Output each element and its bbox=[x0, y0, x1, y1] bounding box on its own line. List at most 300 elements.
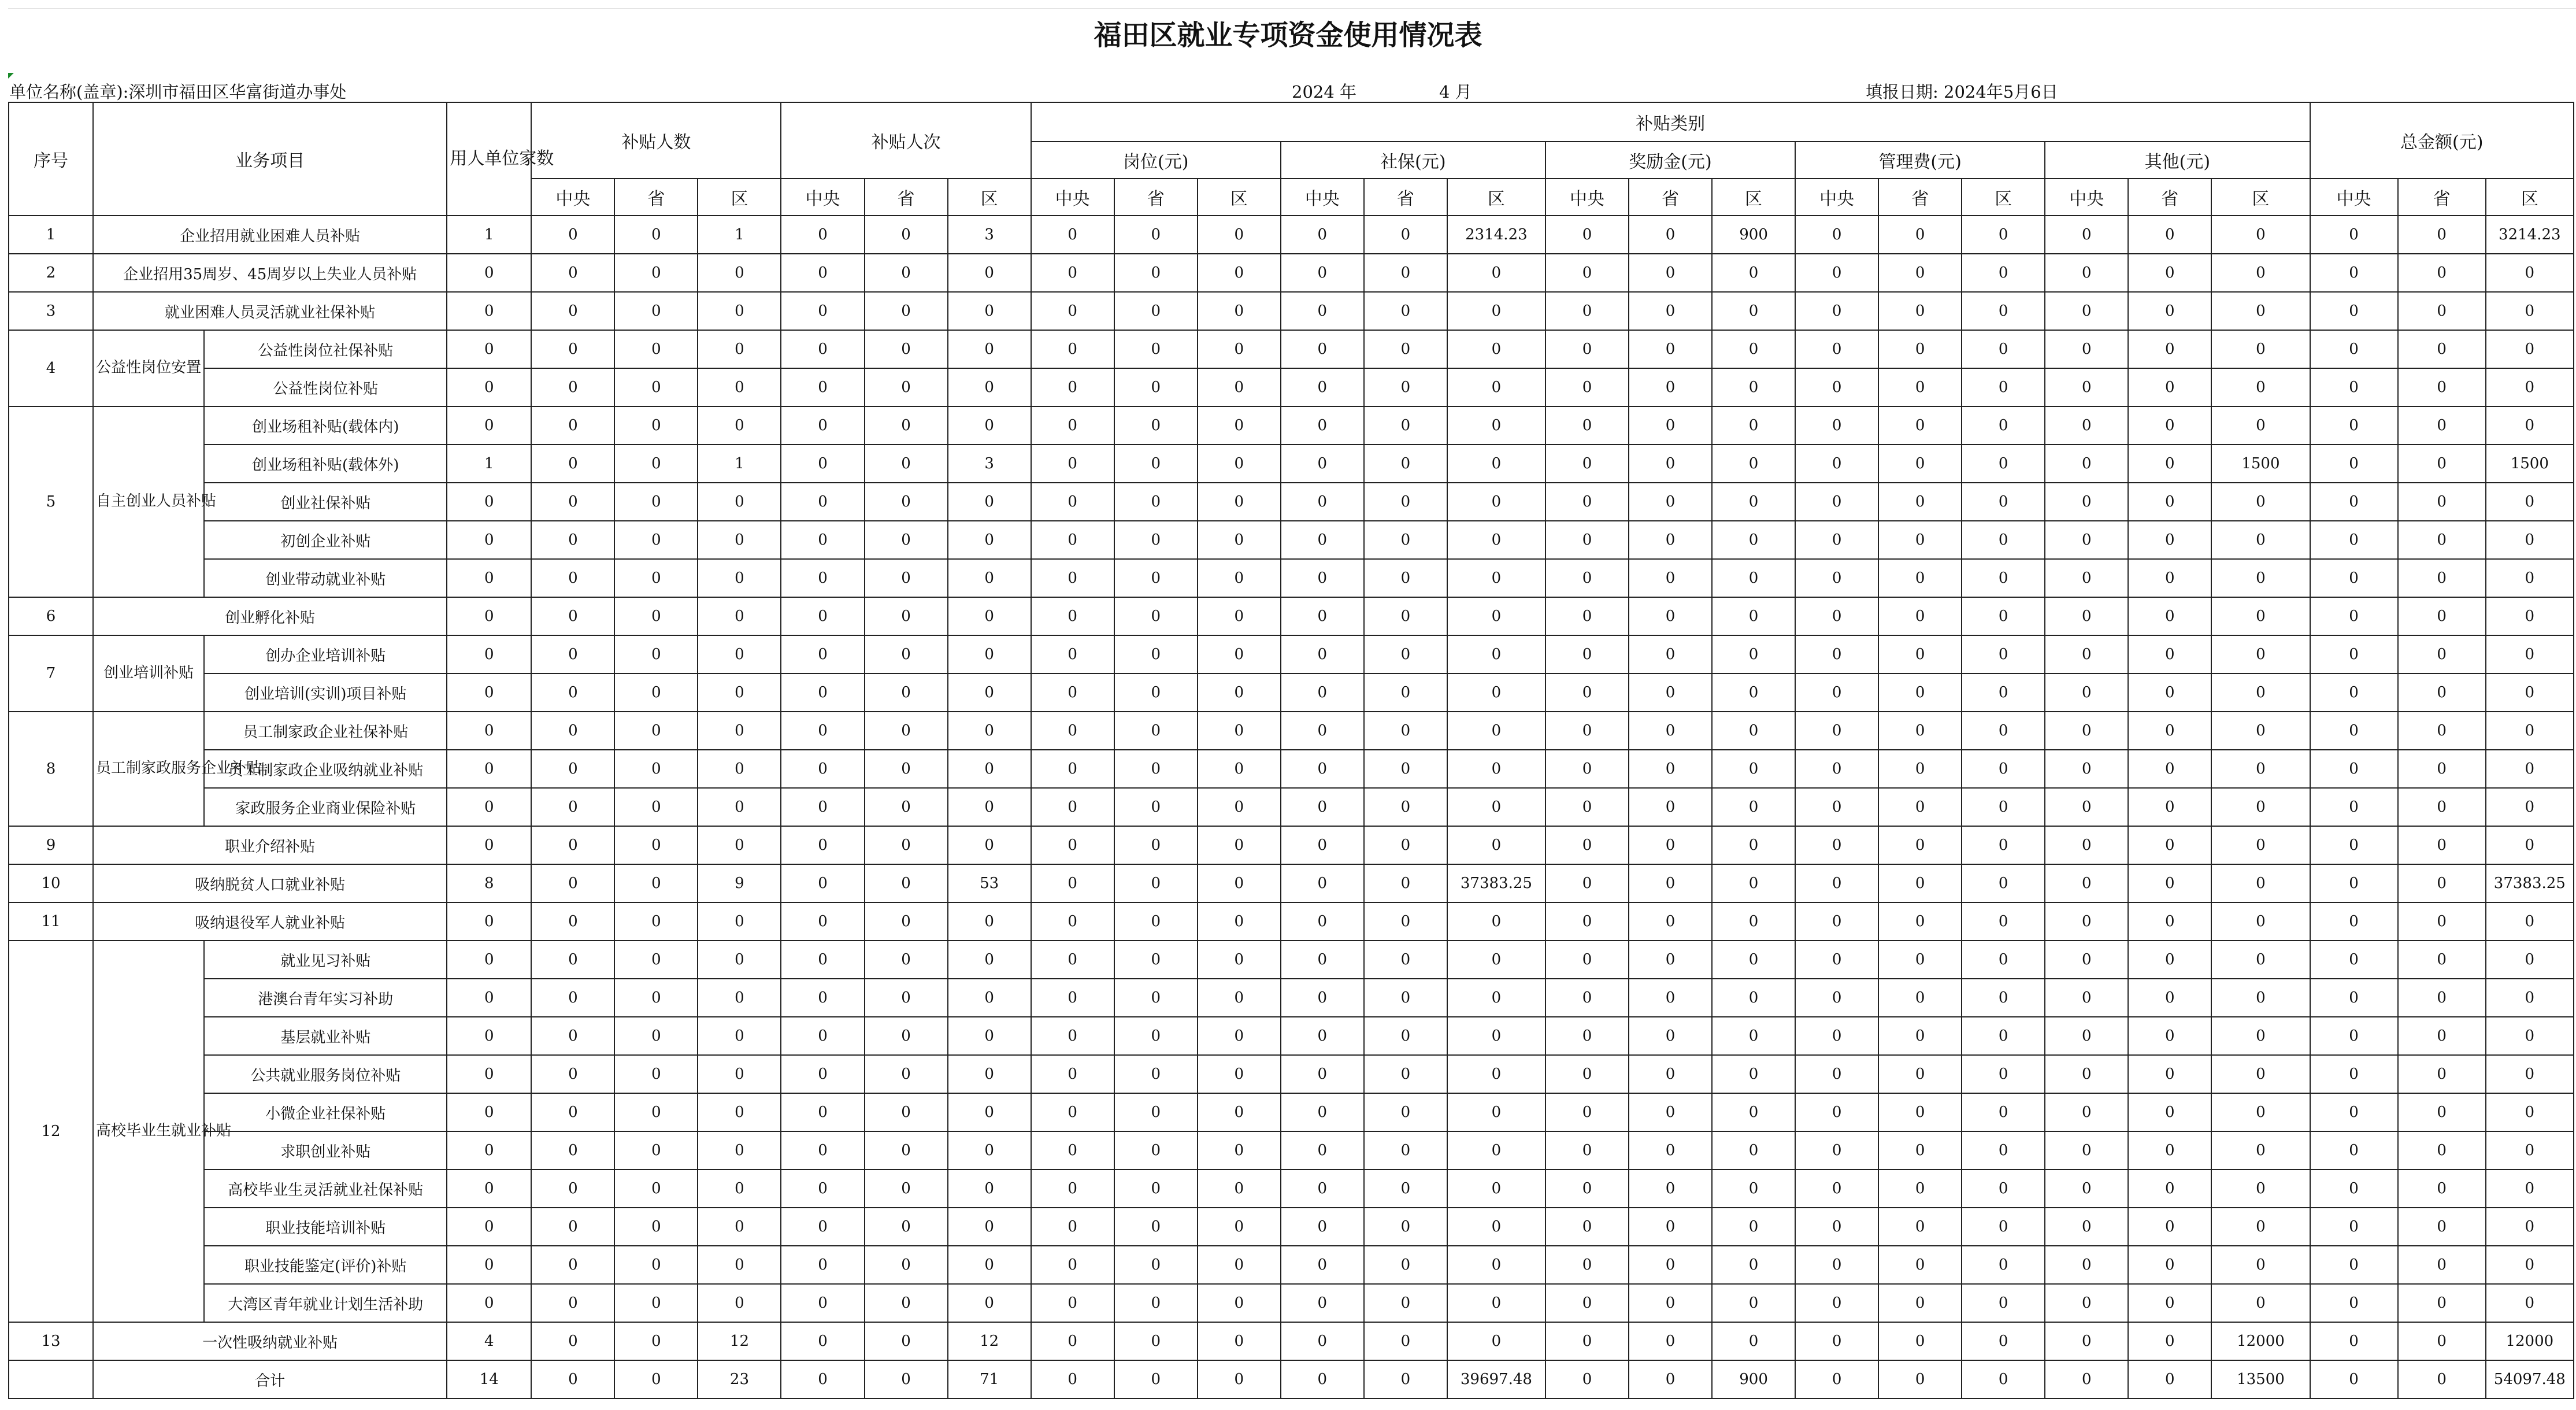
row-value-cell: 0 bbox=[1031, 826, 1114, 864]
table-row bbox=[9, 521, 2574, 559]
row-value-cell: 0 bbox=[2045, 979, 2128, 1017]
row-value-cell: 0 bbox=[698, 1093, 781, 1131]
row-value-cell: 0 bbox=[1031, 559, 1114, 597]
row-value-cell: 0 bbox=[1114, 673, 1198, 712]
row-value-cell: 0 bbox=[865, 941, 948, 979]
row-sub-item: 高校毕业生灵活就业社保补贴 bbox=[204, 1170, 447, 1208]
row-value-cell: 0 bbox=[948, 979, 1031, 1017]
row-seq: 6 bbox=[9, 597, 93, 635]
row-value-cell: 0 bbox=[2045, 1055, 2128, 1093]
row-value-cell: 0 bbox=[1545, 712, 1629, 750]
row-value-cell: 0 bbox=[2211, 559, 2310, 597]
table-row bbox=[9, 483, 2574, 521]
row-value-cell: 0 bbox=[1281, 635, 1364, 673]
row-value-cell: 0 bbox=[781, 941, 864, 979]
row-value-cell: 0 bbox=[1795, 635, 1878, 673]
row-value-cell: 0 bbox=[2211, 902, 2310, 941]
table-row bbox=[9, 635, 2574, 673]
table-row bbox=[9, 788, 2574, 826]
row-value-cell: 0 bbox=[2211, 1170, 2310, 1208]
row-value-cell: 0 bbox=[1795, 750, 1878, 788]
header-level-province: 省 bbox=[1364, 179, 1447, 216]
row-value-cell: 0 bbox=[2211, 597, 2310, 635]
row-value-cell: 0 bbox=[948, 826, 1031, 864]
row-value-cell: 0 bbox=[2310, 559, 2398, 597]
row-value-cell: 0 bbox=[1364, 750, 1447, 788]
row-value-cell: 0 bbox=[447, 254, 531, 292]
row-value-cell: 0 bbox=[1447, 902, 1545, 941]
row-value-cell: 0 bbox=[1629, 521, 1712, 559]
header-level-central: 中央 bbox=[1795, 179, 1878, 216]
row-value-cell: 0 bbox=[1795, 1322, 1878, 1360]
row-value-cell: 0 bbox=[1878, 1322, 1962, 1360]
row-value-cell: 0 bbox=[865, 1322, 948, 1360]
row-value-cell: 0 bbox=[1795, 406, 1878, 445]
row-sub-item: 求职创业补贴 bbox=[204, 1131, 447, 1170]
row-value-cell: 0 bbox=[2398, 1093, 2486, 1131]
row-value-cell: 0 bbox=[614, 216, 698, 254]
row-value-cell: 0 bbox=[2398, 1246, 2486, 1284]
row-value-cell: 2314.23 bbox=[1447, 216, 1545, 254]
row-value-cell: 0 bbox=[2045, 1322, 2128, 1360]
header-level-central: 中央 bbox=[1281, 179, 1364, 216]
row-value-cell: 0 bbox=[781, 368, 864, 406]
row-value-cell: 0 bbox=[1114, 712, 1198, 750]
row-value-cell: 0 bbox=[614, 788, 698, 826]
table-row bbox=[9, 1322, 2574, 1360]
row-sub-item: 家政服务企业商业保险补贴 bbox=[204, 788, 447, 826]
row-value-cell: 0 bbox=[1281, 1360, 1364, 1398]
row-value-cell: 0 bbox=[2486, 1170, 2574, 1208]
row-value-cell: 0 bbox=[781, 1017, 864, 1055]
row-value-cell: 0 bbox=[698, 1208, 781, 1246]
row-value-cell: 0 bbox=[2486, 406, 2574, 445]
row-value-cell: 0 bbox=[1447, 750, 1545, 788]
row-value-cell: 0 bbox=[447, 1246, 531, 1284]
row-value-cell: 0 bbox=[1545, 750, 1629, 788]
row-value-cell: 0 bbox=[1962, 1017, 2045, 1055]
row-value-cell: 0 bbox=[781, 292, 864, 330]
row-value-cell: 0 bbox=[447, 941, 531, 979]
row-value-cell: 0 bbox=[1031, 406, 1114, 445]
row-sub-item: 公益性岗位社保补贴 bbox=[204, 330, 447, 368]
row-value-cell: 0 bbox=[1364, 1208, 1447, 1246]
row-value-cell: 0 bbox=[2398, 1055, 2486, 1093]
row-value-cell: 0 bbox=[1281, 1208, 1364, 1246]
row-value-cell: 0 bbox=[1712, 826, 1795, 864]
row-value-cell: 0 bbox=[1962, 559, 2045, 597]
table-row bbox=[9, 1055, 2574, 1093]
row-value-cell: 0 bbox=[698, 902, 781, 941]
row-value-cell: 0 bbox=[1281, 216, 1364, 254]
row-value-cell: 0 bbox=[1031, 979, 1114, 1017]
row-value-cell: 0 bbox=[1795, 1017, 1878, 1055]
row-value-cell: 0 bbox=[698, 254, 781, 292]
row-sub-item: 职业技能培训补贴 bbox=[204, 1208, 447, 1246]
row-value-cell: 0 bbox=[614, 445, 698, 483]
report-year: 2024 年 bbox=[1292, 82, 1357, 102]
row-value-cell: 0 bbox=[1712, 1322, 1795, 1360]
table-row bbox=[9, 559, 2574, 597]
row-value-cell: 0 bbox=[2486, 902, 2574, 941]
row-value-cell: 0 bbox=[1712, 292, 1795, 330]
row-value-cell: 0 bbox=[1545, 979, 1629, 1017]
row-value-cell: 0 bbox=[1198, 1360, 1281, 1398]
row-value-cell: 0 bbox=[1545, 330, 1629, 368]
row-group-label: 创业培训补贴 bbox=[93, 635, 204, 712]
row-value-cell: 0 bbox=[2310, 254, 2398, 292]
row-value-cell: 0 bbox=[948, 406, 1031, 445]
header-level-district: 区 bbox=[1962, 179, 2045, 216]
row-value-cell: 0 bbox=[1364, 1017, 1447, 1055]
row-value-cell: 0 bbox=[1198, 1170, 1281, 1208]
row-value-cell: 0 bbox=[1878, 864, 1962, 902]
row-value-cell: 0 bbox=[2486, 750, 2574, 788]
row-value-cell: 0 bbox=[614, 712, 698, 750]
row-value-cell: 0 bbox=[1114, 1093, 1198, 1131]
row-value-cell: 0 bbox=[1878, 521, 1962, 559]
row-value-cell: 0 bbox=[865, 559, 948, 597]
row-seq: 13 bbox=[9, 1322, 93, 1360]
row-value-cell: 0 bbox=[865, 1017, 948, 1055]
row-value-cell: 0 bbox=[614, 330, 698, 368]
row-value-cell: 0 bbox=[698, 292, 781, 330]
row-value-cell: 0 bbox=[2398, 902, 2486, 941]
row-value-cell: 0 bbox=[2310, 750, 2398, 788]
row-value-cell: 0 bbox=[1364, 712, 1447, 750]
row-group-label: 员工制家政服务企业补贴 bbox=[93, 712, 204, 826]
row-value-cell: 0 bbox=[1962, 1360, 2045, 1398]
row-value-cell: 0 bbox=[531, 1284, 614, 1322]
subsidy-table bbox=[8, 102, 2574, 1399]
row-value-cell: 0 bbox=[1878, 254, 1962, 292]
row-value-cell: 0 bbox=[1281, 941, 1364, 979]
row-value-cell: 0 bbox=[2486, 979, 2574, 1017]
row-value-cell: 0 bbox=[1114, 559, 1198, 597]
row-value-cell: 0 bbox=[1364, 216, 1447, 254]
row-value-cell: 0 bbox=[1712, 1055, 1795, 1093]
row-sub-item: 基层就业补贴 bbox=[204, 1017, 447, 1055]
row-value-cell: 0 bbox=[1878, 330, 1962, 368]
row-value-cell: 0 bbox=[781, 597, 864, 635]
row-group-label: 高校毕业生就业补贴 bbox=[93, 941, 204, 1322]
table-row bbox=[9, 368, 2574, 406]
header-level-province: 省 bbox=[1878, 179, 1962, 216]
row-value-cell: 0 bbox=[614, 635, 698, 673]
row-value-cell: 0 bbox=[698, 788, 781, 826]
unit-name: 单位名称(盖章):深圳市福田区华富街道办事处 bbox=[9, 82, 347, 102]
row-seq: 4 bbox=[9, 330, 93, 406]
row-value-cell: 0 bbox=[1114, 941, 1198, 979]
row-value-cell: 0 bbox=[2128, 483, 2211, 521]
row-value-cell: 0 bbox=[1878, 635, 1962, 673]
row-value-cell: 0 bbox=[781, 979, 864, 1017]
row-seq: 12 bbox=[9, 941, 93, 1322]
row-value-cell: 0 bbox=[2310, 1284, 2398, 1322]
row-value-cell: 0 bbox=[1545, 635, 1629, 673]
row-value-cell: 0 bbox=[2045, 330, 2128, 368]
row-value-cell: 0 bbox=[2310, 521, 2398, 559]
row-value-cell: 0 bbox=[447, 1284, 531, 1322]
row-value-cell: 0 bbox=[1545, 368, 1629, 406]
table-row bbox=[9, 1170, 2574, 1208]
row-value-cell: 0 bbox=[447, 979, 531, 1017]
row-value-cell: 0 bbox=[1364, 979, 1447, 1017]
table-row bbox=[9, 254, 2574, 292]
header-level-central: 中央 bbox=[2045, 179, 2128, 216]
row-value-cell: 0 bbox=[948, 1017, 1031, 1055]
row-value-cell: 0 bbox=[1545, 216, 1629, 254]
header-level-district: 区 bbox=[948, 179, 1031, 216]
row-value-cell: 0 bbox=[1878, 1360, 1962, 1398]
row-value-cell: 0 bbox=[531, 445, 614, 483]
row-value-cell: 0 bbox=[447, 368, 531, 406]
row-value-cell: 0 bbox=[1281, 254, 1364, 292]
row-value-cell: 0 bbox=[1962, 292, 2045, 330]
row-seq: 8 bbox=[9, 712, 93, 826]
table-row bbox=[9, 673, 2574, 712]
row-value-cell: 0 bbox=[1629, 1284, 1712, 1322]
row-value-cell: 0 bbox=[1198, 826, 1281, 864]
row-value-cell: 0 bbox=[948, 1170, 1031, 1208]
row-value-cell: 0 bbox=[1447, 1170, 1545, 1208]
row-value-cell: 0 bbox=[1114, 1208, 1198, 1246]
row-value-cell: 0 bbox=[1198, 445, 1281, 483]
row-value-cell: 0 bbox=[1545, 1170, 1629, 1208]
row-value-cell: 0 bbox=[1712, 521, 1795, 559]
row-value-cell: 0 bbox=[2211, 216, 2310, 254]
row-value-cell: 0 bbox=[1629, 216, 1712, 254]
row-value-cell: 3 bbox=[948, 445, 1031, 483]
row-value-cell: 0 bbox=[1795, 1131, 1878, 1170]
row-value-cell: 0 bbox=[698, 521, 781, 559]
row-value-cell: 0 bbox=[1712, 1017, 1795, 1055]
row-value-cell: 0 bbox=[1795, 368, 1878, 406]
row-value-cell: 0 bbox=[1712, 1246, 1795, 1284]
row-seq: 3 bbox=[9, 292, 93, 330]
table-row bbox=[9, 941, 2574, 979]
row-value-cell: 0 bbox=[614, 1017, 698, 1055]
table-row bbox=[9, 712, 2574, 750]
row-seq: 10 bbox=[9, 864, 93, 902]
row-value-cell: 0 bbox=[865, 673, 948, 712]
row-value-cell: 0 bbox=[1962, 521, 2045, 559]
row-value-cell: 14 bbox=[447, 1360, 531, 1398]
row-value-cell: 0 bbox=[2398, 559, 2486, 597]
row-value-cell: 0 bbox=[698, 635, 781, 673]
row-value-cell: 0 bbox=[698, 368, 781, 406]
row-value-cell: 0 bbox=[1031, 292, 1114, 330]
row-value-cell: 0 bbox=[2310, 1093, 2398, 1131]
row-value-cell: 0 bbox=[1545, 788, 1629, 826]
row-value-cell: 0 bbox=[1364, 368, 1447, 406]
row-value-cell: 0 bbox=[2398, 368, 2486, 406]
row-value-cell: 0 bbox=[1712, 1284, 1795, 1322]
row-value-cell: 0 bbox=[531, 330, 614, 368]
row-value-cell: 0 bbox=[2398, 445, 2486, 483]
row-value-cell: 0 bbox=[2486, 941, 2574, 979]
row-value-cell: 0 bbox=[2128, 1055, 2211, 1093]
row-value-cell: 0 bbox=[2486, 1093, 2574, 1131]
row-value-cell: 0 bbox=[2128, 902, 2211, 941]
row-value-cell: 0 bbox=[1281, 1170, 1364, 1208]
row-value-cell: 0 bbox=[1962, 673, 2045, 712]
row-value-cell: 0 bbox=[2211, 1131, 2310, 1170]
row-value-cell: 0 bbox=[531, 254, 614, 292]
row-value-cell: 0 bbox=[614, 254, 698, 292]
row-value-cell: 0 bbox=[1962, 750, 2045, 788]
row-value-cell: 0 bbox=[1962, 406, 2045, 445]
row-value-cell: 0 bbox=[2211, 864, 2310, 902]
row-value-cell: 0 bbox=[2211, 673, 2310, 712]
row-sub-item: 公共就业服务岗位补贴 bbox=[204, 1055, 447, 1093]
row-value-cell: 0 bbox=[2045, 1284, 2128, 1322]
row-value-cell: 0 bbox=[2045, 750, 2128, 788]
row-value-cell: 0 bbox=[2128, 788, 2211, 826]
row-value-cell: 0 bbox=[1114, 521, 1198, 559]
row-value-cell: 0 bbox=[2398, 330, 2486, 368]
row-value-cell: 0 bbox=[948, 1246, 1031, 1284]
row-value-cell: 0 bbox=[1795, 292, 1878, 330]
row-value-cell: 0 bbox=[2211, 1017, 2310, 1055]
row-value-cell: 0 bbox=[1447, 368, 1545, 406]
row-value-cell: 0 bbox=[948, 559, 1031, 597]
row-value-cell: 0 bbox=[2486, 1208, 2574, 1246]
row-value-cell: 0 bbox=[1364, 673, 1447, 712]
row-value-cell: 0 bbox=[1447, 483, 1545, 521]
row-value-cell: 0 bbox=[1962, 826, 2045, 864]
row-value-cell: 0 bbox=[1364, 1246, 1447, 1284]
row-value-cell: 0 bbox=[781, 1055, 864, 1093]
table-header bbox=[9, 102, 2574, 216]
row-value-cell: 0 bbox=[1281, 826, 1364, 864]
row-value-cell: 0 bbox=[1114, 826, 1198, 864]
top-border-line bbox=[8, 8, 2576, 9]
row-value-cell: 0 bbox=[2310, 902, 2398, 941]
row-value-cell: 0 bbox=[1712, 635, 1795, 673]
row-value-cell: 0 bbox=[2310, 445, 2398, 483]
row-value-cell: 0 bbox=[1198, 1093, 1281, 1131]
row-value-cell: 0 bbox=[1031, 864, 1114, 902]
row-value-cell: 0 bbox=[865, 979, 948, 1017]
row-value-cell: 0 bbox=[2045, 902, 2128, 941]
row-value-cell: 0 bbox=[2128, 979, 2211, 1017]
row-value-cell: 0 bbox=[1281, 979, 1364, 1017]
row-value-cell: 0 bbox=[781, 1284, 864, 1322]
header-level-district: 区 bbox=[1198, 179, 1281, 216]
cell-comment-marker bbox=[8, 73, 14, 79]
row-value-cell: 0 bbox=[531, 292, 614, 330]
row-value-cell: 0 bbox=[1447, 788, 1545, 826]
row-value-cell: 0 bbox=[2045, 788, 2128, 826]
row-value-cell: 0 bbox=[2128, 1246, 2211, 1284]
row-value-cell: 0 bbox=[1712, 1131, 1795, 1170]
row-value-cell: 0 bbox=[1364, 1360, 1447, 1398]
row-value-cell: 0 bbox=[2045, 1093, 2128, 1131]
row-value-cell: 0 bbox=[1712, 559, 1795, 597]
row-value-cell: 0 bbox=[1198, 368, 1281, 406]
row-value-cell: 0 bbox=[614, 292, 698, 330]
row-sub-item: 公益性岗位补贴 bbox=[204, 368, 447, 406]
row-value-cell: 0 bbox=[1198, 1246, 1281, 1284]
row-value-cell: 0 bbox=[1629, 597, 1712, 635]
row-value-cell: 0 bbox=[1629, 635, 1712, 673]
row-value-cell: 0 bbox=[1198, 902, 1281, 941]
row-value-cell: 12 bbox=[948, 1322, 1031, 1360]
row-value-cell: 0 bbox=[1281, 330, 1364, 368]
row-value-cell: 0 bbox=[865, 788, 948, 826]
row-value-cell: 0 bbox=[865, 826, 948, 864]
row-value-cell: 0 bbox=[1031, 1017, 1114, 1055]
row-value-cell: 0 bbox=[2310, 1322, 2398, 1360]
row-value-cell: 0 bbox=[1031, 1208, 1114, 1246]
row-value-cell: 0 bbox=[1878, 788, 1962, 826]
row-value-cell: 0 bbox=[447, 902, 531, 941]
row-value-cell: 0 bbox=[2310, 635, 2398, 673]
row-value-cell: 0 bbox=[1878, 292, 1962, 330]
row-value-cell: 0 bbox=[781, 1131, 864, 1170]
header-level-province: 省 bbox=[2128, 179, 2211, 216]
row-value-cell: 0 bbox=[1031, 483, 1114, 521]
row-value-cell: 0 bbox=[1545, 1055, 1629, 1093]
row-value-cell: 0 bbox=[1447, 254, 1545, 292]
row-value-cell: 0 bbox=[1198, 1208, 1281, 1246]
row-value-cell: 0 bbox=[865, 902, 948, 941]
row-value-cell: 0 bbox=[1878, 1131, 1962, 1170]
row-value-cell: 0 bbox=[2486, 1131, 2574, 1170]
row-value-cell: 0 bbox=[1878, 597, 1962, 635]
row-value-cell: 0 bbox=[1962, 483, 2045, 521]
row-value-cell: 0 bbox=[1545, 1284, 1629, 1322]
row-value-cell: 0 bbox=[1712, 712, 1795, 750]
row-value-cell: 0 bbox=[865, 406, 948, 445]
row-value-cell: 0 bbox=[948, 673, 1031, 712]
row-value-cell: 0 bbox=[1962, 330, 2045, 368]
row-value-cell: 0 bbox=[531, 216, 614, 254]
row-value-cell: 0 bbox=[2211, 521, 2310, 559]
row-value-cell: 0 bbox=[1364, 788, 1447, 826]
row-value-cell: 0 bbox=[2398, 864, 2486, 902]
table-body bbox=[9, 216, 2574, 1398]
table-row bbox=[9, 1017, 2574, 1055]
row-value-cell: 0 bbox=[2486, 1017, 2574, 1055]
row-value-cell: 0 bbox=[1962, 1322, 2045, 1360]
row-seq: 2 bbox=[9, 254, 93, 292]
row-value-cell: 0 bbox=[447, 1170, 531, 1208]
row-value-cell: 0 bbox=[2211, 368, 2310, 406]
row-value-cell: 0 bbox=[865, 330, 948, 368]
row-value-cell: 0 bbox=[614, 521, 698, 559]
row-value-cell: 0 bbox=[2128, 597, 2211, 635]
row-value-cell: 0 bbox=[1114, 368, 1198, 406]
report-title: 福田区就业专项资金使用情况表 bbox=[1094, 19, 1482, 51]
row-value-cell: 0 bbox=[948, 941, 1031, 979]
row-group-label: 自主创业人员补贴 bbox=[93, 406, 204, 597]
row-value-cell: 23 bbox=[698, 1360, 781, 1398]
row-value-cell: 0 bbox=[1712, 750, 1795, 788]
row-value-cell: 0 bbox=[1364, 521, 1447, 559]
row-value-cell: 0 bbox=[1795, 1246, 1878, 1284]
row-value-cell: 0 bbox=[1629, 1093, 1712, 1131]
row-value-cell: 0 bbox=[1114, 1322, 1198, 1360]
header-post: 岗位(元) bbox=[1031, 142, 1281, 179]
row-value-cell: 0 bbox=[2128, 521, 2211, 559]
row-value-cell: 0 bbox=[2398, 406, 2486, 445]
row-value-cell: 0 bbox=[1629, 1246, 1712, 1284]
row-value-cell: 0 bbox=[1031, 1246, 1114, 1284]
row-value-cell: 0 bbox=[1712, 864, 1795, 902]
table-row bbox=[9, 902, 2574, 941]
